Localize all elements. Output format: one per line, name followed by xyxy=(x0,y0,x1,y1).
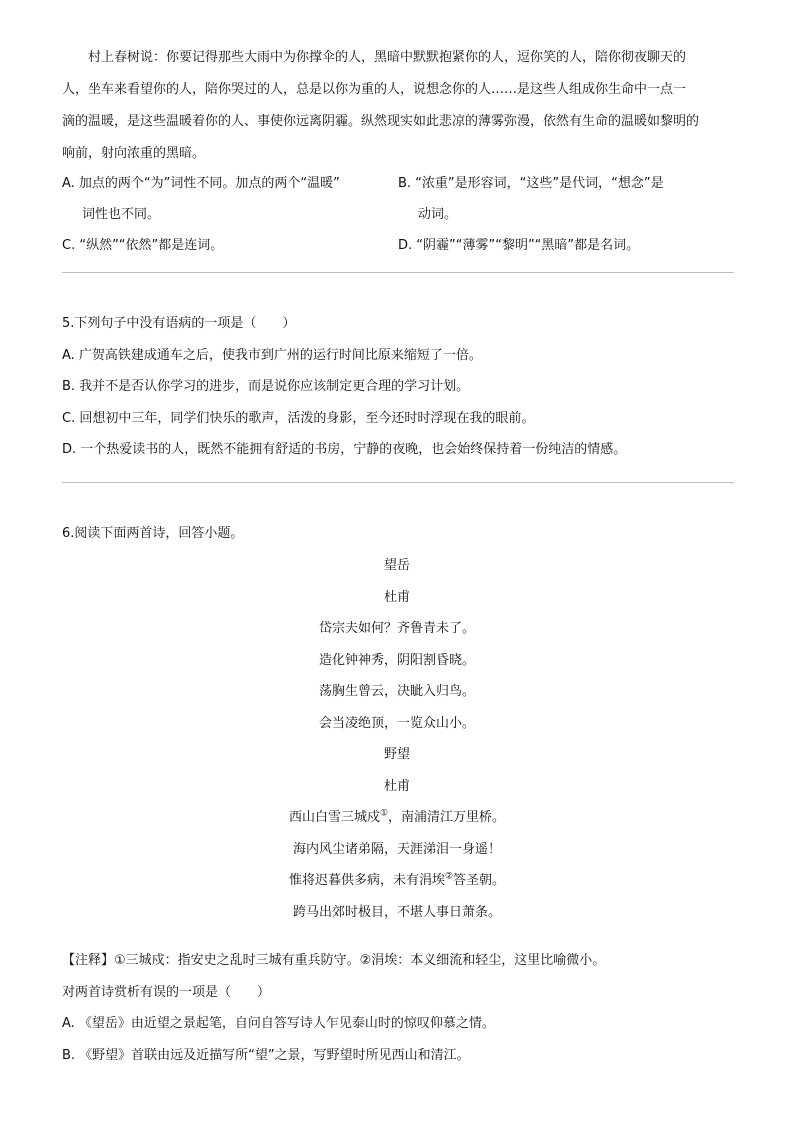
poem-text: 答圣朝。 xyxy=(453,873,506,888)
footnote-mark: ① xyxy=(379,808,389,819)
option-a: A. 加点的两个“为”词性不同。加点的两个“温暖” xyxy=(62,176,340,191)
question-5 xyxy=(62,308,742,466)
divider xyxy=(62,482,734,483)
question-stem: 对两首诗赏析有误的一项是（ ） xyxy=(62,984,271,1000)
question-6-stem xyxy=(62,518,742,550)
option-b: B. 我并不是否认你学习的进步，而是说你应该制定更合理的学习计划。 xyxy=(62,379,470,394)
q4-options xyxy=(62,168,734,261)
option-d: D. “阴霾”“薄雾”“黎明”“黑暗”都是名词。 xyxy=(398,238,640,253)
question-stem: 5.下列句子中没有语病的一项是（ ） xyxy=(62,316,296,331)
question-6 xyxy=(62,945,742,1071)
option-b: B. 《野望》首联由远及近描写所“望”之景，写野望时所见西山和清江。 xyxy=(62,1047,470,1063)
poem-line xyxy=(0,802,794,834)
poem-title: 野望 xyxy=(383,747,410,762)
poem-line: 岱宗夫如何？齐鲁青未了。 xyxy=(318,621,475,636)
poem-text: 西山白雪三城戍 xyxy=(288,810,380,825)
question-stem: 6.阅读下面两首诗，回答小题。 xyxy=(62,526,244,541)
passage-line: 响前，射向浓重的黑暗。 xyxy=(62,146,206,161)
divider xyxy=(62,272,734,273)
poem-line: 会当凌绝顶，一览众山小。 xyxy=(318,715,475,731)
poem-title: 望岳 xyxy=(383,558,410,573)
poem-author: 杜甫 xyxy=(383,778,410,794)
option-b-cont: 动词。 xyxy=(418,207,458,222)
poem-wangyue xyxy=(0,550,794,739)
passage-line: 滴的温暖，是这些温暖着你的人、事使你远离阴霾。纵然现实如此悲凉的薄雾弥漫，依然有生命的温暖如黎明的 xyxy=(62,114,700,129)
option-c: C. 回想初中三年，同学们快乐的歌声，活泼的身影，至今还时时浮现在我的眼前。 xyxy=(62,410,535,426)
poem-line: 海内风尘诸弟隔，天涯涕泪一身遥！ xyxy=(292,841,501,857)
poem-line xyxy=(0,865,794,897)
passage xyxy=(62,42,732,170)
poem-text: ，南浦清江万里桥。 xyxy=(388,810,506,825)
poem-line: 跨马出郊时极目，不堪人事日萧条。 xyxy=(292,904,501,920)
footnote-mark: ② xyxy=(444,871,454,882)
poem-line: 造化钟神秀，阴阳割昏晓。 xyxy=(318,652,475,668)
option-c: C. “纵然”“依然”都是连词。 xyxy=(62,238,224,253)
option-a: A. 广贺高铁建成通车之后，使我市到广州的运行时间比原来缩短了一倍。 xyxy=(62,347,482,363)
option-d: D. 一个热爱读书的人，既然不能拥有舒适的书房，宁静的夜晚，也会始终保持着一份纯洁的情感。 xyxy=(62,442,627,457)
option-a: A. 《望岳》由近望之景起笔，自问自答写诗人乍见泰山时的惊叹仰慕之情。 xyxy=(62,1016,495,1031)
poem-line: 荡胸生曾云，决眦入归鸟。 xyxy=(318,684,475,699)
poem-text: 惟将迟暮供多病，未有涓埃 xyxy=(288,873,445,888)
poem-yewang xyxy=(0,739,794,928)
option-b: B. “浓重”是形容词，“这些”是代词，“想念”是 xyxy=(398,176,664,191)
poem-author: 杜甫 xyxy=(383,589,410,605)
option-a-cont: 词性也不同。 xyxy=(82,207,161,222)
passage-line: 人，坐车来看望你的人，陪你哭过的人，总是以你为重的人，说想念你的人……是这些人组成你生命中一点一 xyxy=(62,82,687,97)
annotation-note: 【注释】①三城戍：指安史之乱时三城有重兵防守。②涓埃：本义细流和轻尘，这里比喻微小。 xyxy=(62,953,606,968)
passage-line: 村上春树说：你要记得那些大雨中为你撑伞的人，黑暗中默默抱紧你的人，逗你笑的人，陪你彻夜聊天的 xyxy=(88,50,687,65)
